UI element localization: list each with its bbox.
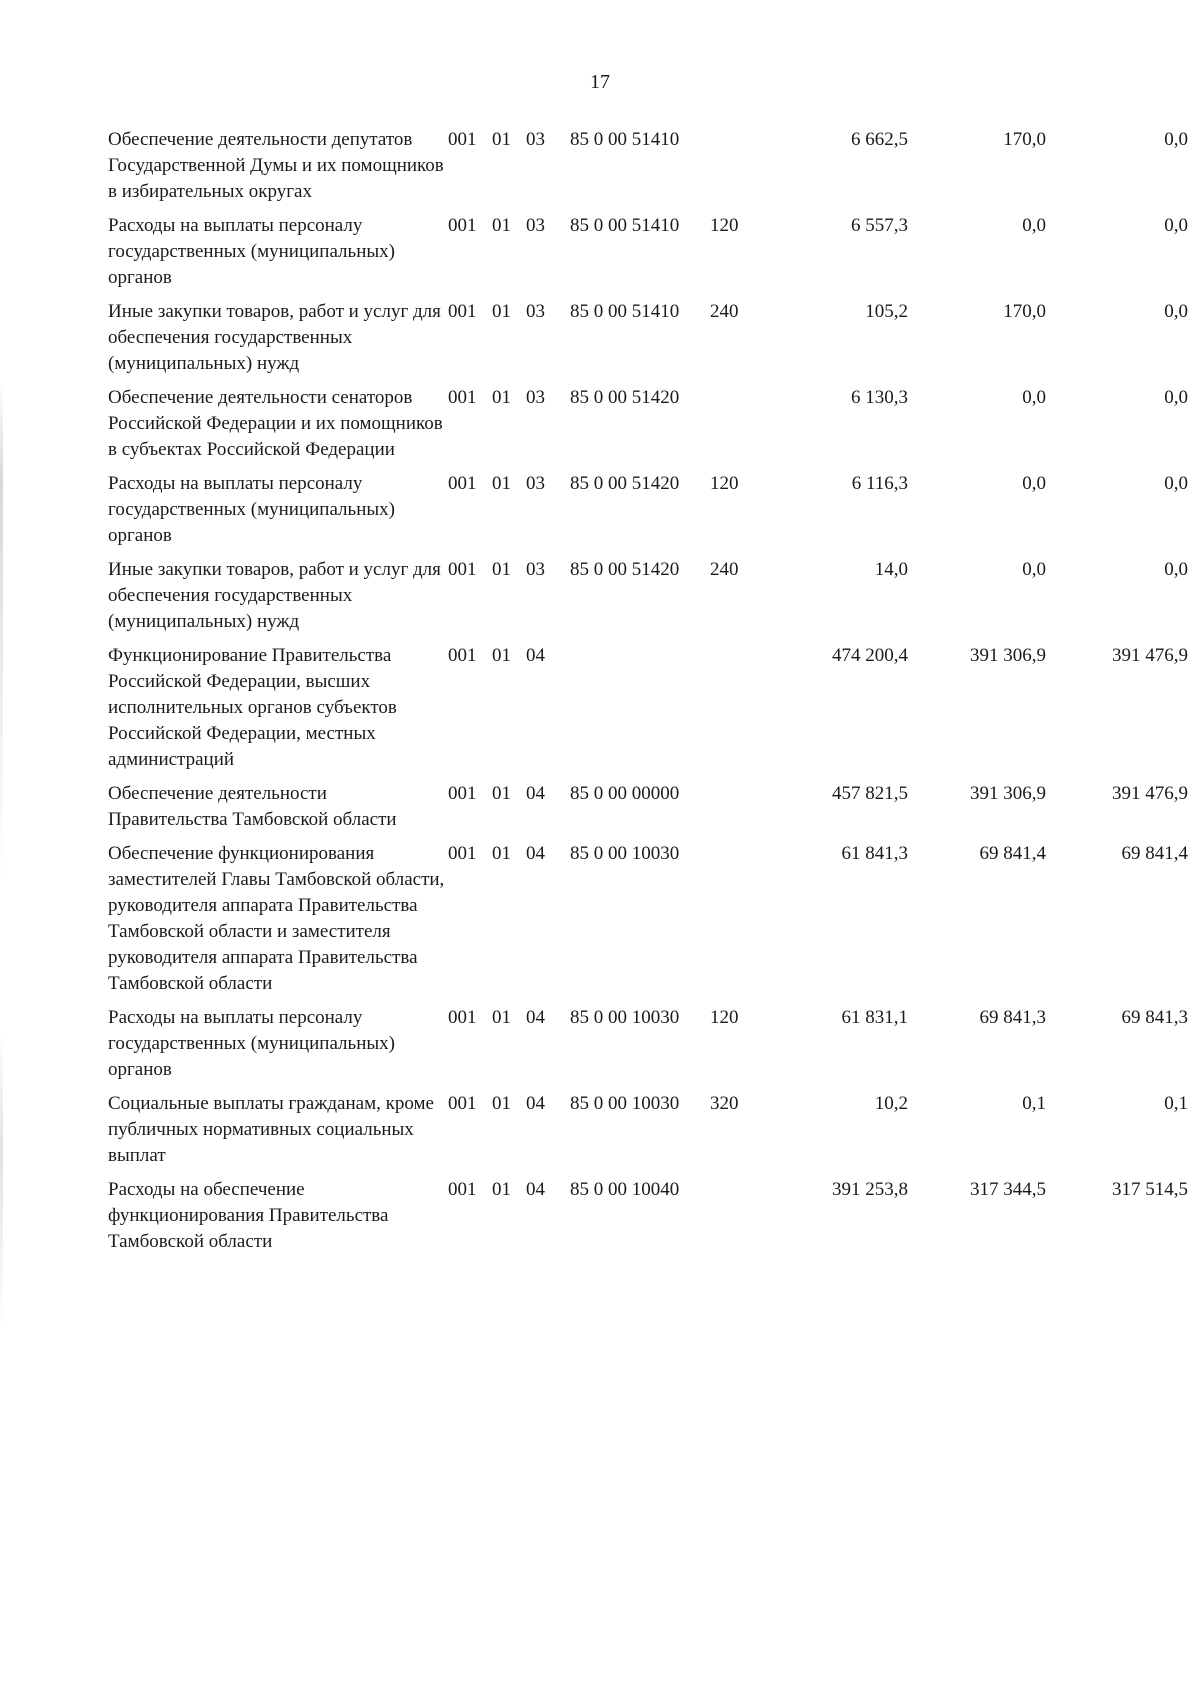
budget-table-body [108,127,1188,1263]
row-target-article-code: 85 0 00 10030 [570,1007,680,1028]
row-target-article-code: 85 0 00 51410 [570,301,680,322]
row-amount-year-1: 61 841,3 [841,843,908,864]
row-section-code: 01 [492,215,511,236]
table-row [108,1005,1188,1091]
row-section-code: 01 [492,843,511,864]
row-section-code: 01 [492,301,511,322]
row-name: Социальные выплаты гражданам, кроме публичных нормативных социальных выплат [108,1093,434,1166]
row-amount-year-3: 69 841,4 [1121,843,1188,864]
scan-edge-artifact [0,380,3,880]
row-section-code: 01 [492,559,511,580]
row-admin-code: 001 [448,387,477,408]
table-row [108,385,1188,471]
row-target-article-code [570,643,710,781]
row-amount-year-3: 0,0 [1164,387,1188,408]
row-amount-year-3: 0,0 [1164,301,1188,322]
row-amount-year-1: 61 831,1 [841,1007,908,1028]
row-expense-type-code: 120 [710,1007,739,1028]
row-amount-year-2: 317 344,5 [970,1179,1046,1200]
table-row [108,557,1188,643]
row-section-code: 01 [492,1093,511,1114]
row-target-article-code: 85 0 00 51420 [570,387,680,408]
row-subsection-code: 03 [526,473,545,494]
row-expense-type-code: 240 [710,301,739,322]
row-subsection-code: 04 [526,1093,545,1114]
row-name: Иные закупки товаров, работ и услуг для обеспечения государственных (муниципальных) нужд [108,301,441,374]
row-amount-year-1: 391 253,8 [832,1179,908,1200]
row-amount-year-1: 474 200,4 [832,645,908,666]
row-admin-code: 001 [448,215,477,236]
row-admin-code: 001 [448,559,477,580]
row-name: Обеспечение деятельности депутатов Государственной Думы и их помощников в избирательных округах [108,129,444,202]
row-amount-year-2: 170,0 [1003,129,1046,150]
row-expense-type-code: 120 [710,473,739,494]
row-amount-year-2: 391 306,9 [970,645,1046,666]
row-amount-year-1: 457 821,5 [832,783,908,804]
row-expense-type-code [710,127,770,213]
scan-edge-artifact [0,1030,3,1330]
row-section-code: 01 [492,1007,511,1028]
row-amount-year-3: 69 841,3 [1121,1007,1188,1028]
row-amount-year-3: 317 514,5 [1112,1179,1188,1200]
row-expense-type-code: 320 [710,1093,739,1114]
row-amount-year-2: 0,0 [1022,473,1046,494]
row-amount-year-3: 0,0 [1164,473,1188,494]
row-target-article-code: 85 0 00 10040 [570,1179,680,1200]
row-name: Обеспечение функционирования заместителей Главы Тамбовской области, руководителя аппарата Правительства Тамбовской области и заместителя руководителя аппарата Правительства Тамбовской области [108,843,445,994]
row-name: Расходы на выплаты персоналу государственных (муниципальных) органов [108,473,395,546]
table-row [108,1177,1188,1263]
row-amount-year-3: 0,1 [1164,1093,1188,1114]
row-amount-year-2: 170,0 [1003,301,1046,322]
table-row [108,781,1188,841]
row-subsection-code: 04 [526,1179,545,1200]
row-amount-year-1: 6 130,3 [851,387,908,408]
row-expense-type-code [710,1177,770,1263]
row-admin-code: 001 [448,1179,477,1200]
row-expense-type-code [710,643,770,781]
row-amount-year-1: 6 116,3 [851,473,908,494]
row-expense-type-code: 240 [710,559,739,580]
row-target-article-code: 85 0 00 10030 [570,1093,680,1114]
row-name: Расходы на обеспечение функционирования Правительства Тамбовской области [108,1179,389,1252]
row-name: Иные закупки товаров, работ и услуг для обеспечения государственных (муниципальных) нужд [108,559,441,632]
page-number: 17 [590,71,610,93]
row-expense-type-code: 120 [710,215,739,236]
row-amount-year-2: 69 841,3 [979,1007,1046,1028]
row-subsection-code: 03 [526,215,545,236]
row-subsection-code: 03 [526,559,545,580]
row-target-article-code: 85 0 00 51410 [570,215,680,236]
row-amount-year-3: 391 476,9 [1112,645,1188,666]
row-amount-year-2: 0,1 [1022,1093,1046,1114]
row-amount-year-3: 0,0 [1164,559,1188,580]
row-target-article-code: 85 0 00 51420 [570,473,680,494]
row-subsection-code: 03 [526,129,545,150]
row-section-code: 01 [492,129,511,150]
row-subsection-code: 03 [526,387,545,408]
table-row [108,643,1188,781]
row-amount-year-2: 69 841,4 [979,843,1046,864]
row-name: Обеспечение деятельности сенаторов Российской Федерации и их помощников в субъектах Российской Федерации [108,387,443,460]
row-target-article-code: 85 0 00 00000 [570,783,680,804]
row-section-code: 01 [492,1179,511,1200]
table-row [108,841,1188,1005]
budget-table [108,127,1188,1263]
row-admin-code: 001 [448,301,477,322]
row-section-code: 01 [492,387,511,408]
row-admin-code: 001 [448,783,477,804]
row-amount-year-1: 10,2 [874,1093,908,1114]
row-expense-type-code [710,385,770,471]
row-subsection-code: 03 [526,301,545,322]
row-admin-code: 001 [448,1093,477,1114]
table-row [108,127,1188,213]
table-row [108,299,1188,385]
row-amount-year-1: 6 557,3 [851,215,908,236]
table-row [108,213,1188,299]
row-amount-year-2: 0,0 [1022,387,1046,408]
row-section-code: 01 [492,473,511,494]
row-admin-code: 001 [448,1007,477,1028]
row-section-code: 01 [492,783,511,804]
row-expense-type-code [710,781,770,841]
row-name: Расходы на выплаты персоналу государственных (муниципальных) органов [108,1007,395,1080]
row-subsection-code: 04 [526,645,545,666]
row-amount-year-1: 6 662,5 [851,129,908,150]
row-target-article-code: 85 0 00 51410 [570,129,680,150]
row-subsection-code: 04 [526,1007,545,1028]
row-expense-type-code [710,841,770,1005]
row-name: Расходы на выплаты персоналу государственных (муниципальных) органов [108,215,395,288]
row-amount-year-2: 391 306,9 [970,783,1046,804]
row-admin-code: 001 [448,645,477,666]
row-target-article-code: 85 0 00 51420 [570,559,680,580]
row-amount-year-2: 0,0 [1022,559,1046,580]
row-name: Обеспечение деятельности Правительства Тамбовской области [108,783,397,830]
row-amount-year-3: 0,0 [1164,215,1188,236]
table-row [108,471,1188,557]
row-amount-year-3: 0,0 [1164,129,1188,150]
row-subsection-code: 04 [526,843,545,864]
row-name: Функционирование Правительства Российской Федерации, высших исполнительных органов субъектов Российской Федерации, местных администраций [108,645,397,770]
row-admin-code: 001 [448,473,477,494]
row-target-article-code: 85 0 00 10030 [570,843,680,864]
row-amount-year-1: 14,0 [874,559,908,580]
row-admin-code: 001 [448,843,477,864]
row-amount-year-2: 0,0 [1022,215,1046,236]
table-row [108,1091,1188,1177]
row-admin-code: 001 [448,129,477,150]
row-amount-year-1: 105,2 [865,301,908,322]
row-subsection-code: 04 [526,783,545,804]
row-section-code: 01 [492,645,511,666]
row-amount-year-3: 391 476,9 [1112,783,1188,804]
